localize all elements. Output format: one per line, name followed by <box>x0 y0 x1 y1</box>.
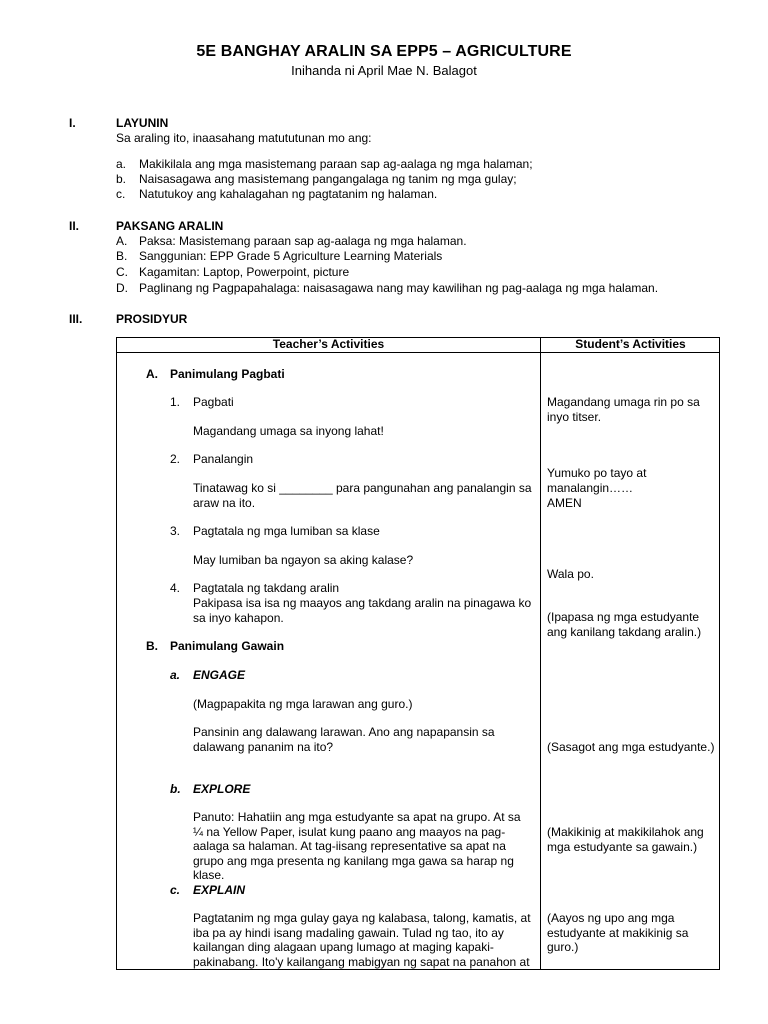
student-response: Wala po. <box>547 567 594 581</box>
list-item: Paksa: Masistemang paraan sap ag-aalaga ng mga halaman. <box>139 234 467 248</box>
student-response: Yumuko po tayo at manalangin…… <box>547 466 647 495</box>
list-item: Makikilala ang mga masistemang paraan sap ag-aalaga ng mga halaman; <box>139 157 533 171</box>
list-marker: D. <box>116 281 128 295</box>
list-marker: a. <box>116 157 127 171</box>
table-section-marker: A. <box>146 367 158 381</box>
teacher-line: (Magpapakita ng mga larawan ang guro.) <box>193 697 413 711</box>
layunin-intro: Sa araling ito, inaasahang matututunan mo ang: <box>116 131 372 145</box>
phase-heading-engage: ENGAGE <box>193 668 246 682</box>
section-heading-paksang-aralin: PAKSANG ARALIN <box>116 219 224 233</box>
step-title: Pagtatala ng mga lumiban sa klase <box>193 524 380 538</box>
phase-heading-explore: EXPLORE <box>193 782 251 796</box>
section-number: III. <box>69 312 83 326</box>
teacher-line: May lumiban ba ngayon sa aking kalase? <box>193 553 414 567</box>
list-marker: C. <box>116 265 128 279</box>
step-number: 4. <box>170 581 181 595</box>
student-response: (Ipapasa ng mga estudyante ang kanilang takdang aralin.) <box>547 610 702 639</box>
phase-marker: b. <box>170 782 181 796</box>
section-number: I. <box>69 116 76 130</box>
list-marker: B. <box>116 249 128 263</box>
student-response: (Sasagot ang mga estudyante.) <box>547 740 715 754</box>
table-section-heading: Panimulang Pagbati <box>170 367 285 381</box>
step-title: Panalangin <box>193 452 254 466</box>
teacher-line: Magandang umaga sa inyong lahat! <box>193 424 384 438</box>
table-section-marker: B. <box>146 639 158 653</box>
teacher-line: Pansinin ang dalawang larawan. Ano ang napapansin sa dalawang pananim na ito? <box>193 725 495 754</box>
section-heading-prosidyur: PROSIDYUR <box>116 312 188 326</box>
list-marker: c. <box>116 187 126 201</box>
teacher-line: Pakipasa isa isa ng maayos ang takdang aralin na pinagawa ko sa inyo kahapon. <box>193 596 532 625</box>
list-item: Kagamitan: Laptop, Powerpoint, picture <box>139 265 350 279</box>
document-author: Inihanda ni April Mae N. Balagot <box>291 63 477 78</box>
table-header-divider <box>116 352 720 353</box>
table-section-heading: Panimulang Gawain <box>170 639 285 653</box>
teacher-line: Pagtatanim ng mga gulay gaya ng kalabasa, talong, kamatis, at iba pa ay hindi isang madaling gawain. Tulad ng tao, ito ay kailangan ding alagaan upang lumago at maging kapaki-pakinabang. Ito'y kailangang mabigyan ng sapat na panahon at <box>193 911 531 969</box>
section-heading-layunin: LAYUNIN <box>116 116 169 130</box>
student-response: (Aayos ng upo ang mga estudyante at makikinig sa guro.) <box>547 911 689 955</box>
teacher-line: Panuto: Hahatiin ang mga estudyante sa apat na grupo. At sa ¼ na Yellow Paper, isulat kung paano ang maayos na pag-aalaga sa halaman. At tag-iisang representative sa apat na grupo ang mga presenta ng kanilang mga gawa sa harap ng klase. <box>193 810 521 883</box>
list-item: Paglinang ng Pagpapahalaga: naisasagawa nang may kawilihan ng pag-aalaga ng mga halaman. <box>139 281 659 295</box>
list-marker: b. <box>116 172 127 186</box>
phase-marker: c. <box>170 883 181 897</box>
phase-heading-explain: EXPLAIN <box>193 883 246 897</box>
step-title: Pagbati <box>193 395 234 409</box>
section-number: II. <box>69 219 80 233</box>
column-header-student: Student’s Activities <box>575 337 686 351</box>
step-number: 1. <box>170 395 181 409</box>
student-response: Magandang umaga rin po sa inyo titser. <box>547 395 700 424</box>
table-column-divider <box>540 337 541 970</box>
student-response: AMEN <box>547 496 582 510</box>
list-item: Naisasagawa ang masistemang pangangalaga ng tanim ng mga gulay; <box>139 172 517 186</box>
list-marker: A. <box>116 234 128 248</box>
step-number: 3. <box>170 524 181 538</box>
teacher-line: Tinatawag ko si ________ para pangunahan ang panalangin sa araw na ito. <box>193 481 532 510</box>
step-title: Pagtatala ng takdang aralin <box>193 581 340 595</box>
phase-marker: a. <box>170 668 181 682</box>
list-item: Natutukoy ang kahalagahan ng pagtatanim ng halaman. <box>139 187 438 201</box>
step-number: 2. <box>170 452 181 466</box>
student-response: (Makikinig at makikilahok ang mga estudyante sa gawain.) <box>547 825 704 854</box>
list-item: Sanggunian: EPP Grade 5 Agriculture Learning Materials <box>139 249 443 263</box>
column-header-teacher: Teacher’s Activities <box>272 337 385 351</box>
document-title: 5E BANGHAY ARALIN SA EPP5 – AGRICULTURE <box>196 43 572 60</box>
